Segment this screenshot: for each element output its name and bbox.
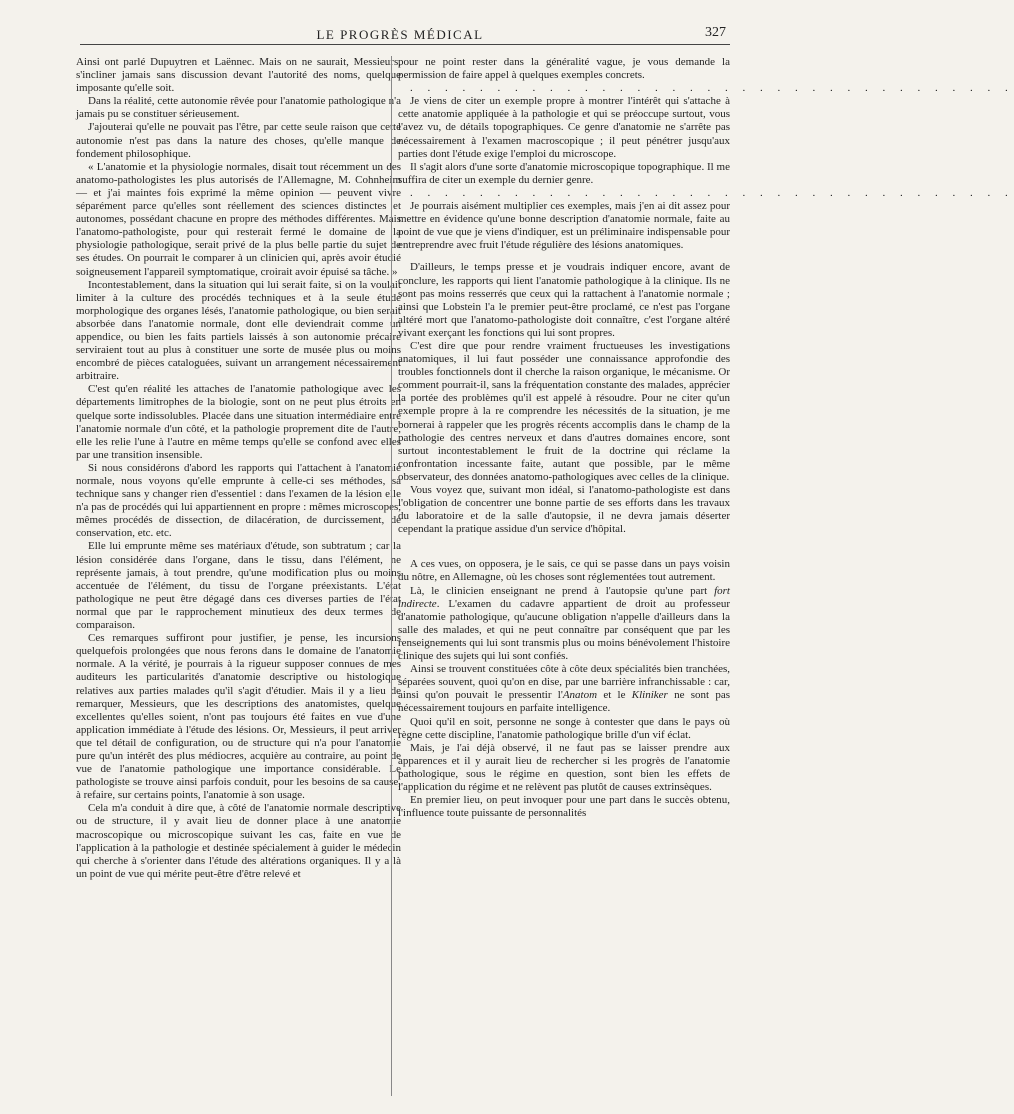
quote-paragraph: « L'anatomie et la physiologie normales, disait tout récemment un des anatomo-pathologistes les plus autorisés de l'Allemagne, M. Cohnheim — et j'ai maintes fois exprimé la même opinion — peuvent vivre séparément parce qu'elles sont réellement des sciences distinctes et autonomes, possédant chacune en propre des méthodes différentes. Mais l'anatomo-pathologiste, pour qui resterait fermé le domaine de la physiologie pathologique, serait privé de la plus belle partie du sujet de ses études. On pourrait le comparer à un clinicien qui, après avoir étudié soigneusement l'appareil symptomatique, croirait avoir épuisé sa tâche. » xyxy=(76,160,401,278)
paragraph: Ainsi ont parlé Dupuytren et Laënnec. Mais on ne saurait, Messieurs, s'incliner jamais sans discussion devant l'autorité des noms, quelque imposante qu'elle soit. xyxy=(76,56,401,95)
paragraph: Elle lui emprunte même ses matériaux d'étude, son subtratum ; car la lésion considérée dans l'organe, dans le tissu, dans l'élément, ne représente jamais, à tout prendre, qu'une modification plus ou moins accentuée de l'élément, du tissu de l'organe préexistants. L'état pathologique ne peut être dégagé dans ces diverses parties de l'état normal que par le rapprochement minutieux des deux termes de comparaison. xyxy=(76,540,401,632)
paragraph: Incontestablement, dans la situation qui lui serait faite, si on la voulait limiter à la culture des procédés techniques et à la seule étude morphologique des organes lésés, l'anatomie pathologique, ou bien serait absorbée dans l'anatomie normale, dont elle deviendrait comme un appendice, ou bien les faits partiels laissés à son autonomie précaire serviraient tout au plus à constituer une sorte de musée plus ou moins encombré de pièces cataloguées, suivant un arrangement nécessairement arbitraire. xyxy=(76,278,401,383)
paragraph: Vous voyez que, suivant mon idéal, si l'anatomo-pathologiste est dans l'obligation de concentrer une bonne partie de ses efforts dans les travaux du laboratoire et de la salle d'autopsie, il ne devra jamais déserter cependant la pratique assidue d'un service d'hôpital. xyxy=(398,484,730,536)
paragraph: Je pourrais aisément multiplier ces exemples, mais j'en ai dit assez pour mettre en évidence qu'une bonne description d'anatomie normale, faite au point de vue que je viens d'indiquer, est un préliminaire indispensable pour entreprendre avec fruit l'étude régulière des lésions anatomiques. xyxy=(398,200,730,252)
text-run: Là, le clinicien enseignant ne prend à l'autopsie qu'une part xyxy=(410,584,715,597)
ellipsis-row: . . . . . . . . . . . . . . . . . . . . . . . . . . . . . . . . . . . xyxy=(410,82,1014,95)
paragraph: A ces vues, on opposera, je le sais, ce qui se passe dans un pays voisin du nôtre, en Allemagne, où les choses sont réglementées tout autrement. xyxy=(398,558,730,584)
paragraph: Ces remarques suffiront pour justifier, je pense, les incursions quelquefois prolongées que nous ferons dans le domaine de l'anatomie normale. A la vérité, je pourrais à la rigueur supposer connues de mes auditeurs les particularités d'anatomie descriptive ou histologique relatives aux parties malades qu'il s'agit d'étudier. Mais il y a lieu de remarquer, Messieurs, que les descriptions des anatomistes, quelque excellentes qu'elles soient, n'ont pas toujours été faites en vue d'une application immédiate à l'étude des lésions. Or, Messieurs, il peut arriver que tel détail de configuration, ou de structure qui n'a pour l'anatomie pure qu'un intérêt des plus médiocres, acquière au contraire, au point de vue de l'anatomie pathologique une importance considérable. Le pathologiste se trouve ainsi parfois conduit, pour les besoins de sa cause, à refaire, sur certains points, l'anatomie à son usage. xyxy=(76,632,401,802)
running-title: LE PROGRÈS MÉDICAL xyxy=(316,27,484,42)
text-run: et le xyxy=(597,689,632,702)
paragraph xyxy=(398,663,730,715)
paragraph: Dans la réalité, cette autonomie rêvée pour l'anatomie pathologique n'a jamais pu se constituer sérieusement. xyxy=(76,95,401,121)
paragraph: Quoi qu'il en soit, personne ne songe à contester que dans le pays où règne cette discipline, l'anatomie pathologique brille d'un vif éclat. xyxy=(398,715,730,741)
text-run: . L'examen du cadavre appartient de droit au professeur d'anatomie pathologique, qu'aucune obligation n'appelle d'ailleurs dans la salle des malades, et qui ne peut connaître par conséquent que par les renseignements qui lui sont transmis plus ou moins bénévolement l'histoire clinique des sujets qui lui sont confiés. xyxy=(398,597,730,663)
paragraph: Mais, je l'ai déjà observé, il ne faut pas se laisser prendre aux apparences et il y aurait lieu de rechercher si les progrès de l'anatomie pathologique, sous le régime en question, sont bien les effets de l'application du régime et ne relèvent pas plutôt de causes extrinsèques. xyxy=(398,741,730,793)
column-divider xyxy=(391,56,392,1096)
text-run: ne sont pas nécessairement toujours en parfaite intelligence. xyxy=(398,689,730,715)
ellipsis-row: . . . . . . . . . . . . . . . . . . . . . . . . . . . . . . . . . . . xyxy=(410,186,1014,199)
page-header xyxy=(0,24,800,46)
italic-run: fort indirecte xyxy=(398,584,730,610)
paragraph: Il s'agit alors d'une sorte d'anatomie microscopique topographique. Il me suffira de citer un exemple du dernier genre. xyxy=(398,160,730,186)
paragraph: D'ailleurs, le temps presse et je voudrais indiquer encore, avant de conclure, les rapports qui lient l'anatomie pathologique à la clinique. Ils ne sont pas moins resserrés que ceux qui la rattachent à l'anatomie normale ; ainsi que Lobstein l'a le premier peut-être proclamé, ce n'est pas l'organe altéré mort que l'anatomo-pathologiste doit connaître, c'est l'organe altéré vivant exerçant les fonctions qui lui sont propres. xyxy=(398,261,730,339)
paragraph xyxy=(398,585,730,664)
paragraph: C'est qu'en réalité les attaches de l'anatomie pathologique avec les départements limitrophes de la biologie, sont on ne peut plus étroits en quelque sorte indissolubles. Placée dans une situation intermédiaire entre l'anatomie normale d'un côté, et la pathologie proprement dite de l'autre, elle les relie l'une à l'autre en même temps qu'elle se confond avec elles par une transition insensible. xyxy=(76,383,401,461)
paragraph: C'est dire que pour rendre vraiment fructueuses les investigations anatomiques, il lui faut posséder une connaissance approfondie des troubles fonctionnels dont il cherche la raison organique, le mécanisme. Or comment pourrait-il, sans la fréquentation constante des malades, apprécier la portée des problèmes qu'il est appelé à résoudre. Pour ne citer qu'un exemple propre à la re comprendre les nécessités de la situation, je me bornerai à rappeler que les progrès récents accomplis dans le champ de la pathologie des centres nerveux et dans d'autres domaines encore, sont surtout incontestablement le fruit de la doctrine qui réclame la confrontation incessante faite, autant que possible, par le même observateur, des données anatomo-pathologiques avec celles de la clinique. xyxy=(398,339,730,483)
paragraph: pour ne point rester dans la généralité vague, je vous demande la permission de faire appel à quelques exemples concrets. xyxy=(398,56,730,82)
paragraph: Cela m'a conduit à dire que, à côté de l'anatomie normale descriptive ou de structure, il y avait lieu de donner place à une anatomie macroscopique ou microscopique suivant les cas, faite en vue de l'application à la pathologie et destinée spécialement à guider le médecin qui cherche à s'orienter dans l'étude des altérations organiques. Il y a là un point de vue qui mérite peut-être d'être relevé et xyxy=(76,802,401,880)
right-column xyxy=(398,56,1014,1101)
text-run: Ainsi se trouvent constituées côte à côte deux spécialités bien tranchées, séparées souvent, quoi qu'on en dise, par une barrière infranchissable : car, ainsi qu'on pouvait le pressentir l' xyxy=(398,663,730,702)
italic-run: Kliniker xyxy=(631,689,668,702)
paragraph: Je viens de citer un exemple propre à montrer l'intérêt qui s'attache à cette anatomie appliquée à la pathologie et qui se préoccupe surtout, vous l'avez vu, de détails topographiques. Ce genre d'anatomie ne s'arrête pas nécessairement à l'examen macroscopique ; il peut pénétrer jusqu'aux parties dont l'étude exige l'emploi du microscope. xyxy=(398,95,730,160)
italic-run: Anatom xyxy=(562,689,598,702)
paragraph: Si nous considérons d'abord les rapports qui l'attachent à l'anatomie normale, nous voyons qu'elle emprunte à celle-ci ses méthodes, sa technique sans y changer rien d'essentiel : dans l'examen de la lésion elle n'a pas de procédés qui lui appartiennent en propre : mêmes microscopes, mêmes procédés de dissection, de dilacération, de durcissement, de conservation, etc. etc. xyxy=(76,461,401,540)
left-column xyxy=(76,56,401,1101)
paragraph: En premier lieu, on peut invoquer pour une part dans le succès obtenu, l'influence toute puissante de personnalités xyxy=(398,794,730,820)
page-number: 327 xyxy=(705,25,726,40)
paragraph: J'ajouterai qu'elle ne pouvait pas l'être, par cette seule raison que cette autonomie n'est pas dans la nature des choses, qu'elle manque de fondement philosophique. xyxy=(76,121,401,160)
header-rule xyxy=(80,44,730,45)
